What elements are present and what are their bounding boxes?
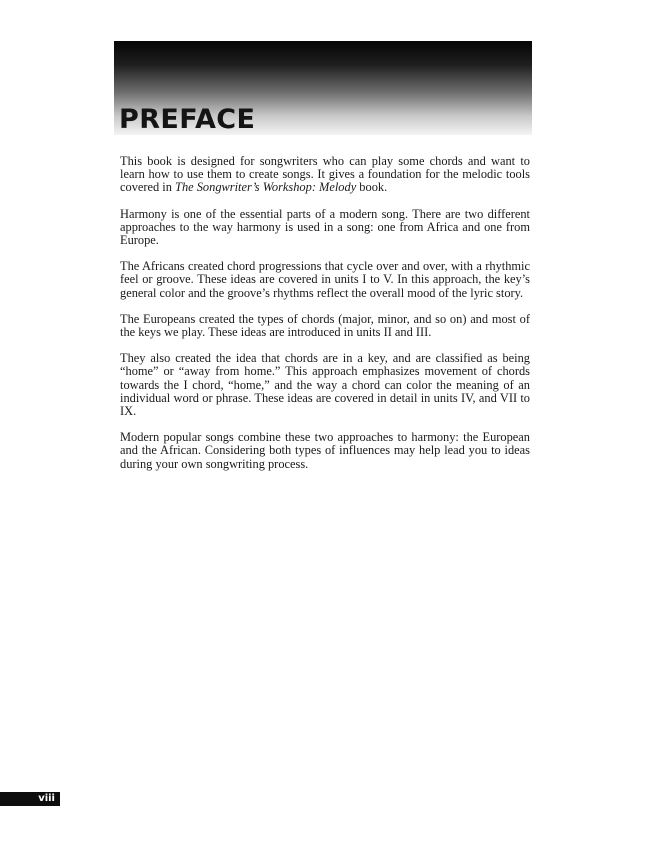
paragraph-4: The Europeans created the types of chords (major, minor, and so on) and most of the keys we play. These ideas are introduced in units II and III. bbox=[120, 311, 530, 340]
paragraph-2: Harmony is one of the essential parts of a modern song. There are two different approaches to the way harmony is used in a song: one from Africa and one from Europe. bbox=[120, 206, 530, 248]
paragraph-1-text-b: book. bbox=[356, 180, 388, 195]
page-number: viii bbox=[38, 793, 55, 804]
page-number-tab bbox=[0, 792, 60, 806]
page-title: PREFACE bbox=[119, 104, 256, 135]
paragraph-1 bbox=[120, 155, 530, 195]
paragraph-3: The Africans created chord progressions that cycle over and over, with a rhythmic feel or groove. These ideas are covered in units I to V. In this approach, the key’s general color and the groove’s rhythms reflect the overall mood of the lyric story. bbox=[120, 259, 530, 300]
paragraph-6: Modern popular songs combine these two approaches to harmony: the European and the African. Considering both types of influences may help lead you to ideas during your own songwriting process. bbox=[120, 430, 530, 471]
paragraph-5: They also created the idea that chords are in a key, and are classified as being “home” or “away from home.” This approach emphasizes movement of chords towards the I chord, “home,” and the way a chord can color the meaning of an individual word or phrase. These ideas are covered in detail in units IV, and VII to IX. bbox=[120, 351, 530, 419]
preface-body bbox=[120, 155, 530, 471]
book-title-reference: The Songwriter’s Workshop: Melody bbox=[175, 180, 357, 195]
paragraph-1-text-a: This book is designed for songwriters who can play some chords and want to learn how to use them to create songs. It gives a foundation for the melodic tools covered in bbox=[120, 154, 530, 195]
